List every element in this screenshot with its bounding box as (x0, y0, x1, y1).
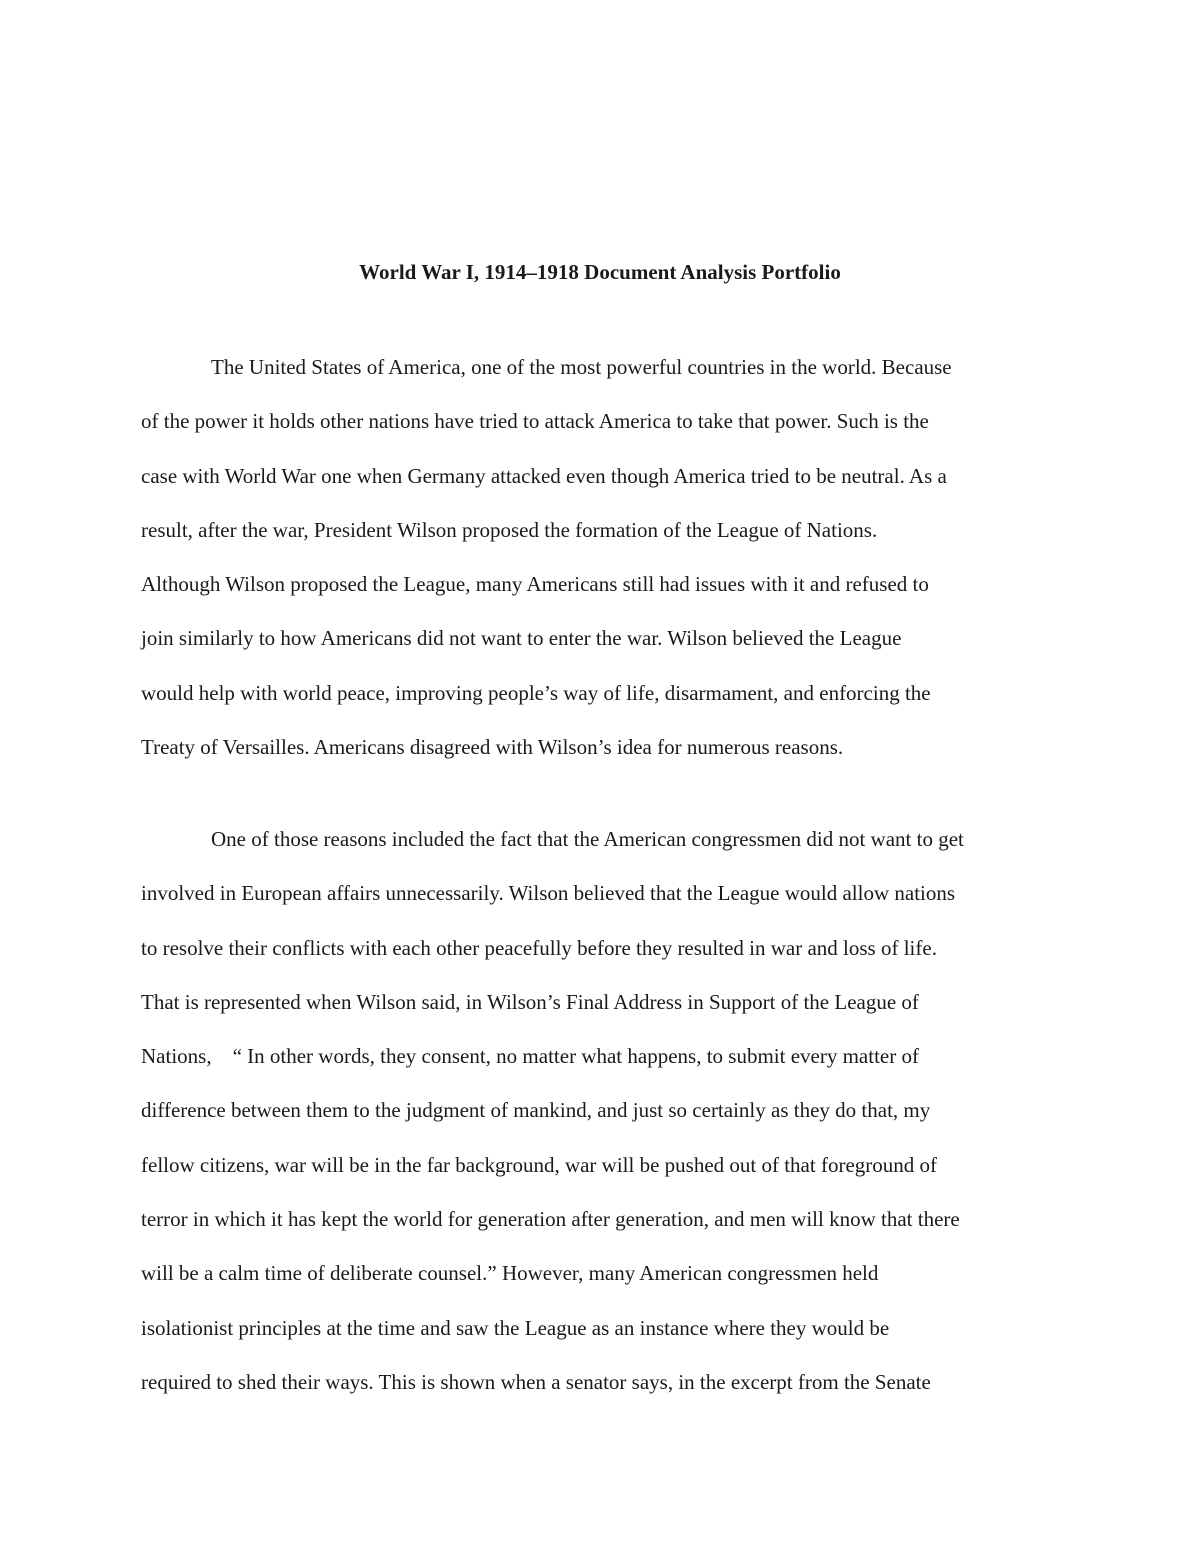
paragraph-1 (141, 340, 1061, 774)
paragraph-line: isolationist principles at the time and saw the League as an instance where they would be (141, 1315, 890, 1340)
paragraph-line: That is represented when Wilson said, in Wilson’s Final Address in Support of the League of (141, 989, 919, 1014)
paragraph-line: case with World War one when Germany attacked even though America tried to be neutral. As a (141, 463, 947, 488)
paragraph-line: difference between them to the judgment of mankind, and just so certainly as they do that, my (141, 1098, 931, 1123)
paragraph-line: result, after the war, President Wilson proposed the formation of the League of Nations. (141, 517, 878, 542)
paragraph-line: involved in European affairs unnecessarily. Wilson believed that the League would allow nations (141, 881, 956, 906)
paragraph-line: One of those reasons included the fact that the American congressmen did not want to get (211, 827, 964, 851)
paragraph-2 (141, 812, 1061, 1409)
paragraph-line: would help with world peace, improving people’s way of life, disarmament, and enforcing the (141, 680, 931, 705)
paragraph-line: required to shed their ways. This is shown when a senator says, in the excerpt from the Senate (141, 1369, 931, 1394)
paragraph-line: will be a calm time of deliberate counsel.” However, many American congressmen held (141, 1261, 879, 1286)
paragraph-line: Although Wilson proposed the League, many Americans still had issues with it and refused to (141, 572, 929, 597)
paragraph-line: fellow citizens, war will be in the far background, war will be pushed out of that foreground of (141, 1152, 938, 1177)
paragraph-line: Treaty of Versailles. Americans disagreed with Wilson’s idea for numerous reasons. (141, 735, 844, 760)
paragraph-line: join similarly to how Americans did not want to enter the war. Wilson believed the League (141, 626, 902, 651)
paragraph-line: The United States of America, one of the most powerful countries in the world. Because (211, 355, 952, 379)
paragraph-line: to resolve their conflicts with each other peacefully before they resulted in war and loss of life. (141, 935, 937, 960)
paragraph-line: terror in which it has kept the world for generation after generation, and men will know that there (141, 1207, 960, 1232)
document-title: World War I, 1914–1918 Document Analysis Portfolio (359, 260, 841, 284)
paragraph-line: Nations, “ In other words, they consent, no matter what happens, to submit every matter of (141, 1044, 919, 1069)
paragraph-line: of the power it holds other nations have tried to attack America to take that power. Such is the (141, 409, 929, 434)
